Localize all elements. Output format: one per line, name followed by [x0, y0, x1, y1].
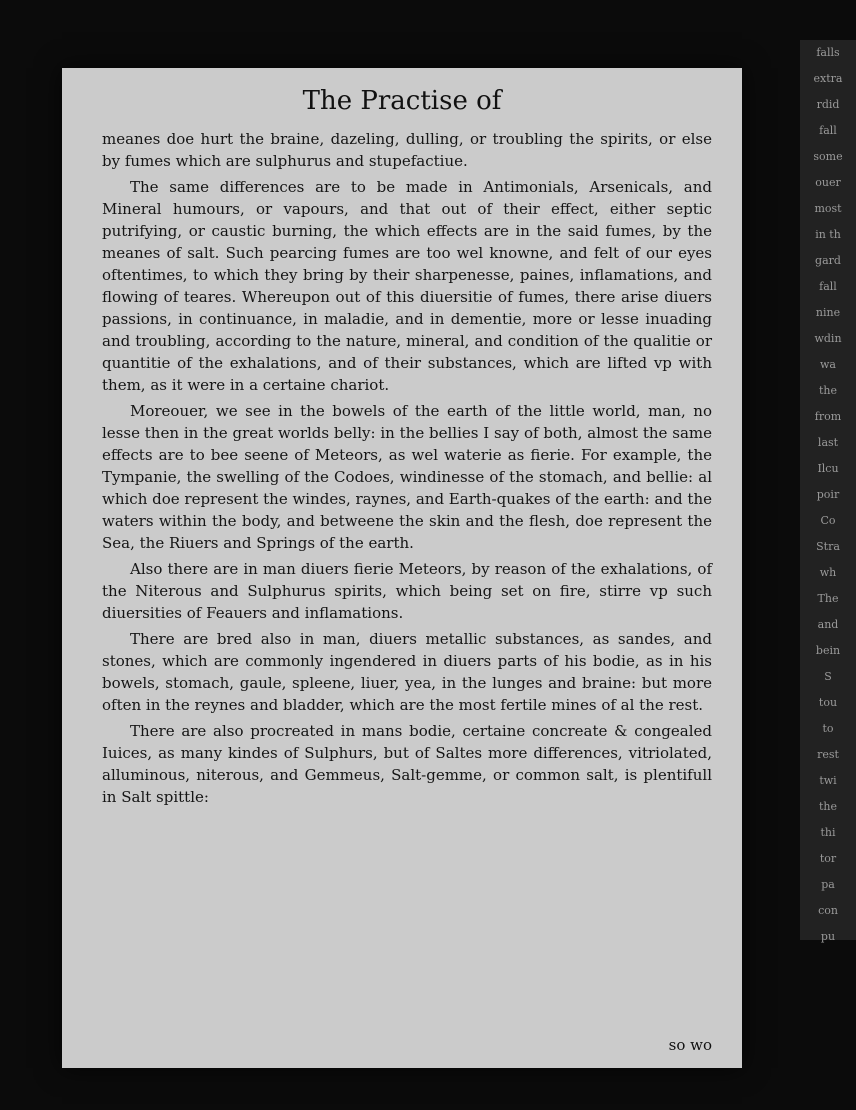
paragraph: meanes doe hurt the braine, dazeling, dulling, or troubling the spirits, or else by fumes which are sulphurus and stupefactiue. — [102, 130, 712, 170]
margin-word: tor — [819, 852, 837, 865]
book-page — [62, 68, 742, 1068]
margin-word: last — [817, 436, 839, 449]
margin-word: pu — [820, 930, 836, 943]
paragraph: Also there are in man diuers fierie Meteors, by reason of the exhalations, of the Niterous and Sulphurus spirits, which being set on fire, stirre vp such diuersities of Feauers and inflamations. — [102, 560, 712, 622]
margin-word: The — [817, 592, 839, 605]
margin-word: twi — [819, 774, 837, 787]
margin-word: bein — [815, 644, 841, 657]
margin-word: pa — [821, 878, 835, 891]
margin-word: thi — [820, 826, 836, 839]
margin-word: wh — [819, 566, 837, 579]
paragraph: The same differences are to be made in Antimonials, Arsenicals, and Mineral humours, or vapours, and that out of their effect, either septic putrifying, or caustic burning, the which effects are in the said fumes, by the meanes of salt. Such pearcing fumes are too wel knowne, and felt of our eyes oftentimes, to which they bring by their sharpenesse, paines, inflamations, and flowing of teares. Whereupon out of this diuersitie of fumes, there arise diuers passions, in continuance, in maladie, and in dementie, more or lesse inuading and troubling, according to the nature, mineral, and condition of the qualitie or quantitie of the exhalations, and of their substances, which are lifted vp with them, as it were in a certaine chariot. — [102, 178, 712, 394]
margin-word: the — [818, 800, 837, 813]
margin-word: some — [813, 150, 843, 163]
margin-word: wa — [820, 358, 836, 371]
margin-word: nine — [815, 306, 841, 319]
margin-word: in th — [815, 228, 841, 241]
margin-word: ouer — [815, 176, 841, 189]
running-header: The Practise of — [302, 86, 502, 116]
facing-page-margin — [800, 40, 856, 943]
page-body — [102, 128, 712, 1028]
catchword: so wo — [668, 1036, 712, 1054]
margin-word: rest — [817, 748, 839, 761]
margin-word: and — [817, 618, 839, 631]
margin-word: poir — [816, 488, 840, 501]
margin-word: the — [818, 384, 837, 397]
margin-word: most — [814, 202, 842, 215]
margin-word: gard — [815, 254, 841, 267]
margin-word: fall — [819, 280, 837, 293]
margin-word: falls — [816, 46, 840, 59]
margin-word: to — [822, 722, 834, 735]
margin-word: tou — [818, 696, 838, 709]
margin-word: wdin — [814, 332, 842, 345]
margin-word: Ilcu — [817, 462, 839, 475]
margin-word: fall — [819, 124, 837, 137]
margin-word: con — [818, 904, 838, 917]
margin-word: Stra — [816, 540, 840, 553]
margin-word: from — [814, 410, 842, 423]
paragraph: There are bred also in man, diuers metallic substances, as sandes, and stones, which are commonly ingendered in diuers parts of his bodie, as in his bowels, stomach, gaule, spleene, liuer, yea, in the lunges and braine: but more often in the reynes and bladder, which are the most fertile mines of al the rest. — [102, 630, 712, 714]
margin-word: S — [824, 670, 832, 683]
paragraph: There are also procreated in mans bodie, certaine concreate & congealed Iuices, as many kindes of Sulphurs, but of Saltes more differences, vitriolated, alluminous, niterous, and Gemmeus, Salt-gemme, or common salt, is plentifull in Salt spittle: — [102, 722, 712, 806]
paragraph: Moreouer, we see in the bowels of the earth of the little world, man, no lesse then in the great worlds belly: in the bellies I say of both, almost the same effects are to bee seene of Meteors, as wel waterie as fierie. For example, the Tympanie, the swelling of the Codoes, windinesse of the stomach, and bellie: al which doe represent the windes, raynes, and Earth-quakes of the earth: and the waters within the body, and betweene the skin and the flesh, doe represent the Sea, the Riuers and Springs of the earth. — [102, 402, 712, 552]
margin-word: Co — [820, 514, 836, 527]
margin-word: extra — [813, 72, 843, 85]
margin-word: rdid — [816, 98, 840, 111]
